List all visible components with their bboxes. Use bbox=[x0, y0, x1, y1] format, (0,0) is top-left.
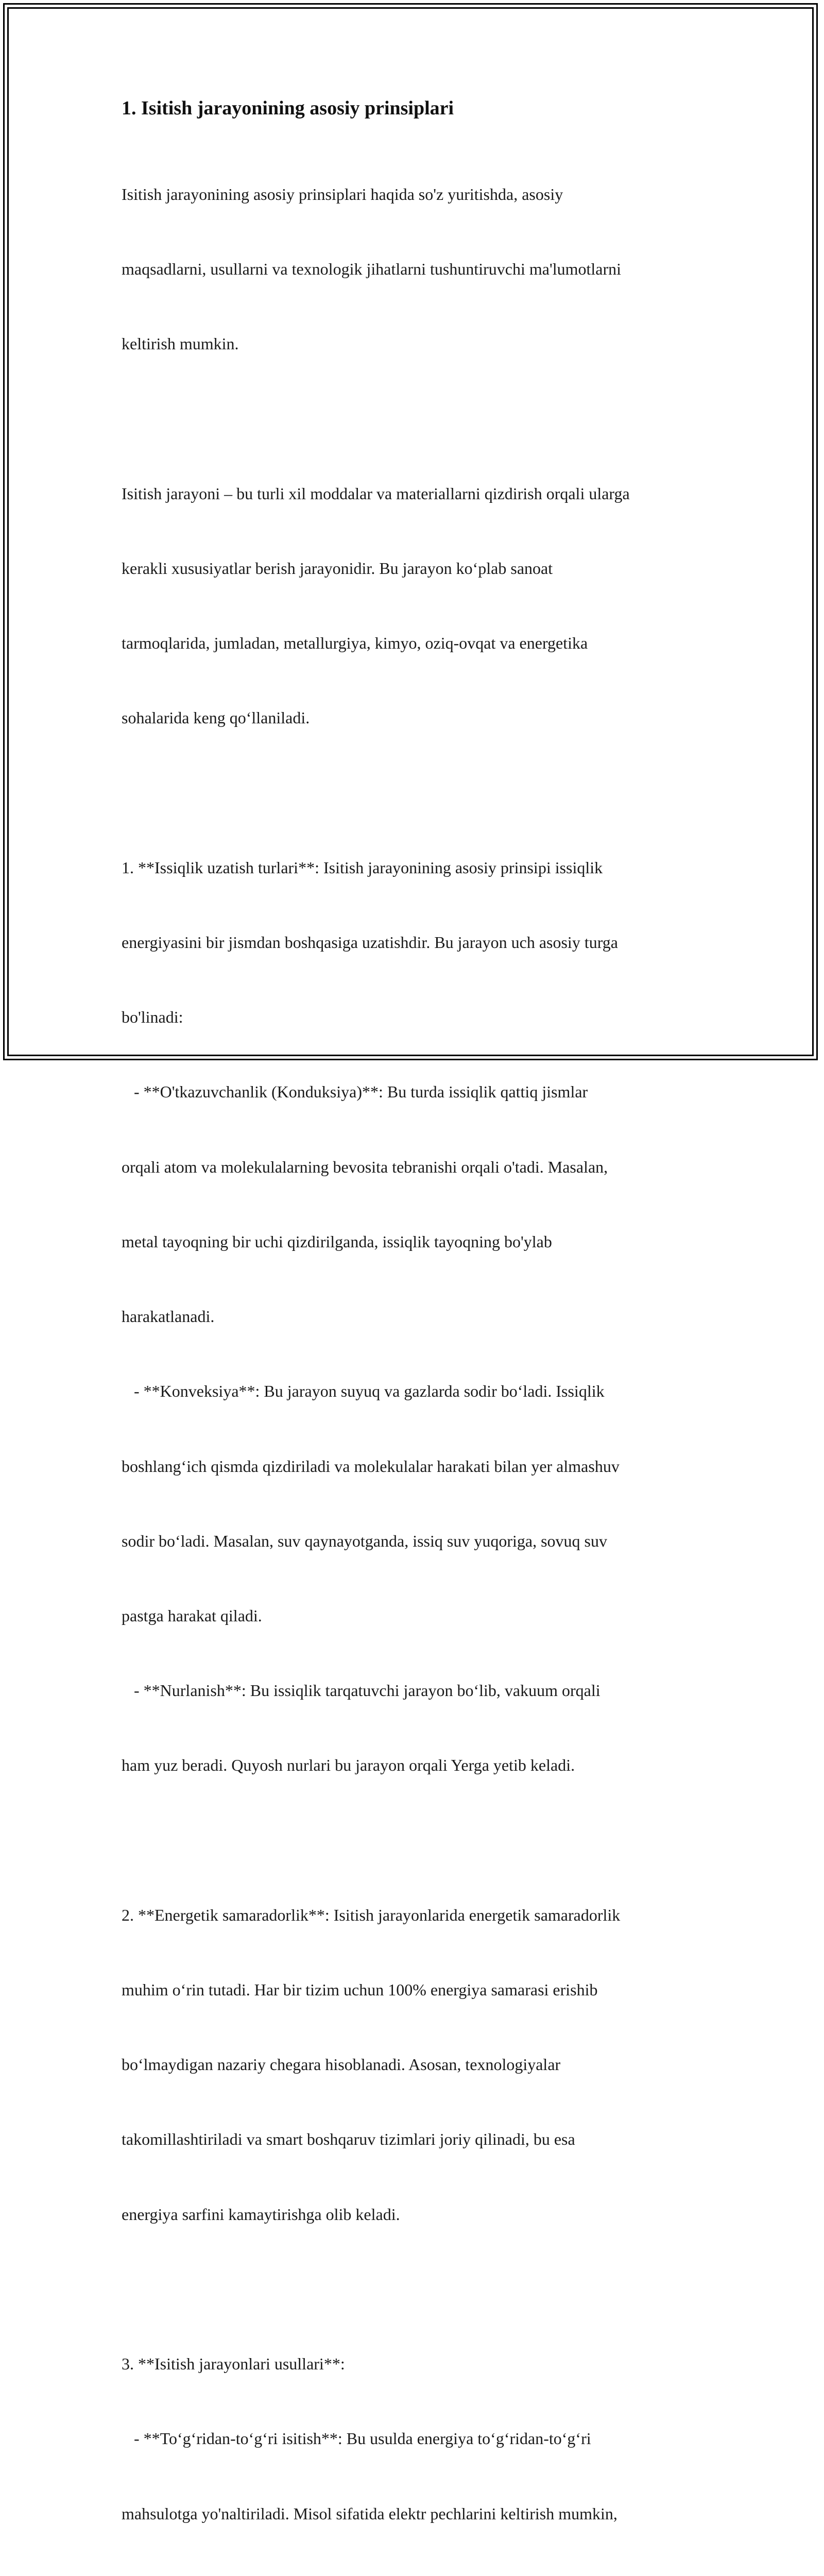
text-line: Isitish jarayoni – bu turli xil moddalar va materiallarni qizdirish orqali ularga bbox=[122, 481, 714, 506]
text-line: Isitish jarayonining asosiy prinsiplari haqida so'z yuritishda, asosiy bbox=[122, 182, 714, 207]
paragraph-intro bbox=[122, 132, 714, 406]
text-line: boshlang‘ich qismda qizdiriladi va molekulalar harakati bilan yer almashuv bbox=[122, 1454, 714, 1479]
text-line: harakatlanadi. bbox=[122, 1304, 714, 1329]
text-line: orqali atom va molekulalarning bevosita tebranishi orqali o'tadi. Masalan, bbox=[122, 1155, 714, 1179]
text-line: muhim o‘rin tutadi. Har bir tizim uchun 100% energiya samarasi erishib bbox=[122, 1977, 714, 2002]
text-line: pastga harakat qiladi. bbox=[122, 1603, 714, 1628]
document-body bbox=[122, 96, 714, 2576]
section-title: 1. Isitish jarayonining asosiy prinsiplari bbox=[122, 96, 714, 121]
text-line: takomillashtiriladi va smart boshqaruv tizimlari joriy qilinadi, bu esa bbox=[122, 2127, 714, 2151]
text-line: sodir bo‘ladi. Masalan, suv qaynayotganda, issiq suv yuqoriga, sovuq suv bbox=[122, 1529, 714, 1553]
text-line: keltirish mumkin. bbox=[122, 331, 714, 356]
text-line: 1. **Issiqlik uzatish turlari**: Isitish jarayonining asosiy prinsipi issiqlik bbox=[122, 855, 714, 880]
text-line: sohalarida keng qo‘llaniladi. bbox=[122, 705, 714, 730]
text-line: metal tayoqning bir uchi qizdirilganda, issiqlik tayoqning bo'ylab bbox=[122, 1229, 714, 1254]
text-line: bo'linadi: bbox=[122, 1005, 714, 1029]
paragraph-energy-efficiency bbox=[122, 1853, 714, 2277]
text-line: mahsulotga yo'naltiriladi. Misol sifatida elektr pechlarini keltirish mumkin, bbox=[122, 2501, 714, 2526]
text-line: - **O'tkazuvchanlik (Konduksiya)**: Bu turda issiqlik qattiq jismlar bbox=[122, 1079, 714, 1104]
text-line: ham yuz beradi. Quyosh nurlari bu jarayon orqali Yerga yetib keladi. bbox=[122, 1753, 714, 1777]
text-line: kerakli xususiyatlar berish jarayonidir. Bu jarayon ko‘plab sanoat bbox=[122, 556, 714, 581]
text-line: - **To‘g‘ridan-to‘g‘ri isitish**: Bu usulda energiya to‘g‘ridan-to‘g‘ri bbox=[122, 2426, 714, 2451]
text-line: 2. **Energetik samaradorlik**: Isitish jarayonlarida energetik samaradorlik bbox=[122, 1903, 714, 1927]
text-line: - **Nurlanish**: Bu issiqlik tarqatuvchi jarayon bo‘lib, vakuum orqali bbox=[122, 1678, 714, 1703]
text-line: - **Konveksiya**: Bu jarayon suyuq va gazlarda sodir bo‘ladi. Issiqlik bbox=[122, 1379, 714, 1403]
text-line: tarmoqlarida, jumladan, metallurgiya, kimyo, oziq-ovqat va energetika bbox=[122, 631, 714, 655]
text-line: 3. **Isitish jarayonlari usullari**: bbox=[122, 2351, 714, 2376]
paragraph-heat-transfer-types bbox=[122, 805, 714, 1828]
text-line: energiyasini bir jismdan boshqasiga uzatishdir. Bu jarayon uch asosiy turga bbox=[122, 930, 714, 955]
paragraph-heating-methods bbox=[122, 2301, 714, 2576]
text-line: maqsadlarni, usullarni va texnologik jihatlarni tushuntiruvchi ma'lumotlarni bbox=[122, 257, 714, 281]
paragraph-definition bbox=[122, 431, 714, 781]
text-line: energiya sarfini kamaytirishga olib keladi. bbox=[122, 2202, 714, 2227]
text-line: bo‘lmaydigan nazariy chegara hisoblanadi. Asosan, texnologiyalar bbox=[122, 2052, 714, 2077]
